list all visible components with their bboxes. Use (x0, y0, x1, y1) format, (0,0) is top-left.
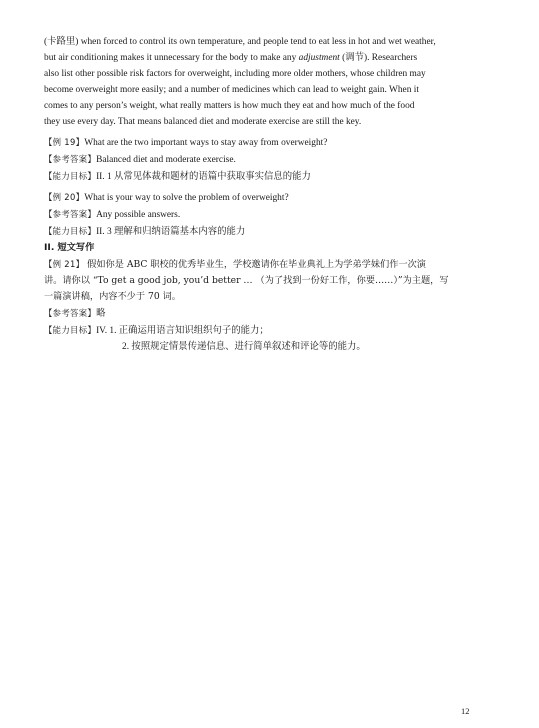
ability-text: IV. 1. 正确运用语言知识组织句子的能力； (96, 326, 269, 336)
ability-line (44, 168, 476, 185)
question-21 (44, 256, 476, 355)
passage-line: they use every day. That means balanced diet and moderate exercise are still the key. (44, 117, 362, 127)
prompt-line: 一篇演讲稿，内容不少于 70 词。 (44, 291, 181, 302)
passage-line: also list other possible risk factors for overweight, including more older mothers, whose children may (44, 69, 426, 79)
answer-text: Balanced diet and moderate exercise. (96, 155, 236, 165)
prompt-text: 假如你是 ABC 职校的优秀毕业生，学校邀请你在毕业典礼上为学弟学妹们作一次演 (84, 259, 426, 270)
passage-line: comes to any person’s weight, what really matters is how much they eat and how much of the food (44, 101, 415, 111)
ability-tag: 【能力目标】 (44, 171, 97, 181)
question-tag: 【例 21】 (44, 259, 85, 269)
question-20 (44, 189, 476, 240)
ability-text: II. 1 从常见体裁和题材的语篇中获取事实信息的能力 (96, 172, 311, 182)
answer-text: Any possible answers. (96, 210, 181, 220)
question-19 (44, 134, 476, 185)
question-line (44, 189, 476, 206)
passage-text: (调节). Researchers (339, 53, 418, 63)
prompt-line (44, 256, 476, 273)
ability-line: 2. 按照规定情景传递信息、进行简单叙述和评论等的能力。 (122, 342, 366, 352)
answer-line (44, 305, 476, 322)
question-text: What is your way to solve the problem of overweight? (84, 193, 289, 203)
answer-text: 略 (96, 309, 106, 319)
answer-tag: 【参考答案】 (44, 154, 97, 164)
ability-line (44, 322, 476, 339)
section-heading: II. 短文写作 (44, 242, 95, 253)
italic-term: adjustment (298, 53, 340, 63)
question-line (44, 134, 476, 151)
answer-tag: 【参考答案】 (44, 308, 97, 318)
passage (44, 34, 476, 130)
answer-line (44, 206, 476, 223)
ability-tag: 【能力目标】 (44, 325, 97, 335)
ability-tag: 【能力目标】 (44, 226, 97, 236)
ability-line (44, 223, 476, 240)
question-text: What are the two important ways to stay away from overweight? (84, 138, 328, 148)
prompt-line: 讲。请你以 “To get a good job, you’d better … （为了找到一份好工作，你要……）”为主题，写 (44, 275, 449, 286)
question-tag: 【例 20】 (44, 192, 85, 202)
passage-line: become overweight more easily; and a number of medicines which can lead to weight gain. When it (44, 85, 419, 95)
document-body (44, 34, 476, 355)
question-tag: 【例 19】 (44, 137, 85, 147)
passage-line: (卡路里) when forced to control its own temperature, and people tend to eat less in hot and wet weather, (44, 37, 436, 47)
passage-text: but air conditioning makes it unnecessary for the body to make any (44, 53, 299, 63)
answer-tag: 【参考答案】 (44, 209, 97, 219)
page-number: 12 (461, 706, 470, 716)
answer-line (44, 151, 476, 168)
passage-line (44, 50, 476, 66)
ability-text: II. 3 理解和归纳语篇基本内容的能力 (96, 227, 246, 237)
